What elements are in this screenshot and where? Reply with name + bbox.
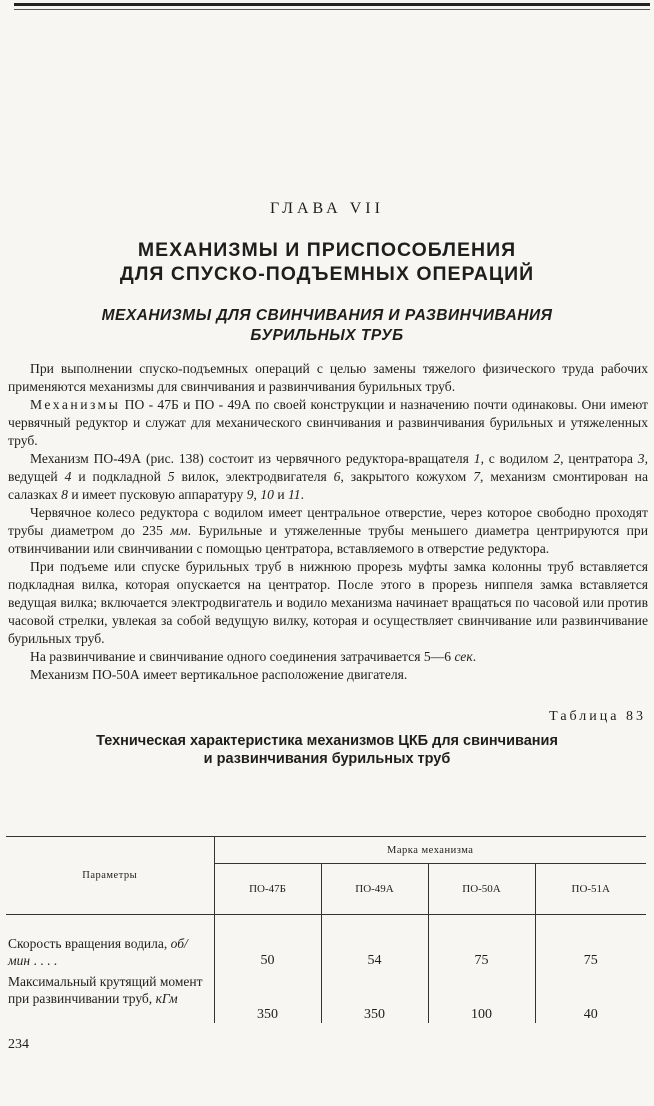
- paragraph-text: , центратора: [560, 451, 638, 466]
- unit: кГм: [155, 991, 178, 1006]
- table-cell: 40: [535, 973, 646, 1023]
- figure-ref: 8: [61, 487, 68, 502]
- table-cell: 350: [214, 973, 321, 1023]
- top-rule-thin: [14, 9, 650, 10]
- group-header: Марка механизма: [214, 837, 646, 864]
- chapter-title-line: ДЛЯ СПУСКО-ПОДЪЕМНЫХ ОПЕРАЦИЙ: [119, 263, 535, 285]
- paragraph-text: , механизм смонтирован на салазках: [8, 469, 648, 502]
- unit: об/мин: [8, 936, 188, 968]
- param-header: Параметры: [6, 837, 214, 915]
- figure-ref: 1: [473, 451, 481, 466]
- paragraph: [8, 504, 648, 558]
- unit: сек: [454, 649, 473, 664]
- param-name: [6, 973, 214, 1023]
- column-header: ПО-50А: [428, 864, 535, 915]
- table-row: [6, 973, 646, 1023]
- figure-ref: 2: [553, 451, 561, 466]
- paragraph: [8, 396, 648, 450]
- param-name-text: Скорость вращения водила,: [8, 936, 171, 951]
- table-row: [6, 915, 646, 974]
- table-title: [0, 732, 654, 768]
- figure-ref: 3: [637, 451, 645, 466]
- figure-ref: 9: [246, 487, 254, 502]
- paragraph-text: Механизм ПО-49А (рис. 138) состоит из червячного редуктора-вращателя: [30, 451, 474, 466]
- table-label: Таблица 83: [549, 709, 646, 724]
- figure-ref: 5: [167, 469, 175, 484]
- paragraph: [8, 450, 648, 504]
- paragraph-text: .: [472, 649, 477, 664]
- paragraph-text: .: [300, 487, 304, 502]
- table-cell: 350: [321, 973, 428, 1023]
- paragraph-text: , с водилом: [480, 451, 554, 466]
- paragraph: При выполнении спуско-подъемных операций с целью замены тяжелого физического труда рабочих применяются механизмы для свинчивания и развинчивания бурильных труб.: [8, 361, 648, 394]
- unit: мм: [170, 523, 188, 538]
- chapter-title: [0, 238, 654, 286]
- paragraph: Механизм ПО-50А имеет вертикальное расположение двигателя.: [30, 667, 408, 682]
- param-name-text: . . . .: [30, 953, 58, 968]
- figure-ref: 4: [64, 469, 72, 484]
- param-name-text: Максимальный крутящий момент при развинчивании труб,: [8, 974, 203, 1006]
- table-cell: 75: [428, 915, 535, 974]
- figure-ref: 7: [473, 469, 480, 484]
- paragraph-text: и: [273, 487, 288, 502]
- table-cell: 54: [321, 915, 428, 974]
- spec-table: [6, 836, 646, 1023]
- figure-ref: 10: [260, 487, 274, 502]
- paragraph-text: и имеет пусковую аппаратуру: [67, 487, 247, 502]
- column-header: ПО-47Б: [214, 864, 321, 915]
- figure-ref: 11: [288, 487, 301, 502]
- paragraph-text: ,: [253, 487, 261, 502]
- table-cell: 75: [535, 915, 646, 974]
- paragraph-text: На развинчивание и свинчивание одного соединения затрачивается 5—6: [30, 649, 455, 664]
- paragraph-text: и подкладной: [71, 469, 168, 484]
- chapter-heading: ГЛАВА VII: [270, 200, 384, 217]
- table-title-line: и развинчивания бурильных труб: [203, 751, 451, 767]
- table-cell: 50: [214, 915, 321, 974]
- top-rule: [14, 3, 650, 6]
- body-text: [8, 360, 648, 684]
- column-header: ПО-49А: [321, 864, 428, 915]
- paragraph: [8, 648, 648, 666]
- paragraph: При подъеме или спуске бурильных труб в нижнюю прорезь муфты замка колонны труб вставляется подкладная вилка, которая опускается на центратор. После этого в прорезь ниппеля замка вставляется ведущая вилка; включается электродвигатель и водило механизма начинает вращаться по часовой или против часовой стрелки, увлекая за собой ведущую вилку, которая и осуществляет свинчивание или развинчивание бурильных труб.: [8, 559, 648, 646]
- paragraph-text: , ведущей: [8, 451, 648, 484]
- paragraph-text: ПО - 47Б и ПО - 49А по своей конструкции и назначению почти одинаковы. Они имеют червячный редуктор и служат для механического свинчивания и развинчивания бурильных и утяжеленных труб.: [8, 397, 648, 448]
- paragraph-text: , закрытого кожухом: [340, 469, 474, 484]
- page-number: 234: [8, 1037, 29, 1052]
- param-name: [6, 915, 214, 974]
- figure-ref: 6: [333, 469, 341, 484]
- section-subtitle: [0, 306, 654, 346]
- paragraph-text: . Бурильные и утяжеленные трубы меньшего диаметра центрируются при отвинчивании или свинчивании с помощью центратора, вставляемого в отверстие редуктора.: [8, 523, 648, 556]
- table-cell: 100: [428, 973, 535, 1023]
- chapter-title-line: МЕХАНИЗМЫ И ПРИСПОСОБЛЕНИЯ: [137, 239, 517, 261]
- section-subtitle-line: БУРИЛЬНЫХ ТРУБ: [250, 327, 404, 344]
- paragraph-text: Червячное колесо редуктора с водилом имеет центральное отверстие, через которое свободно проходят трубы диаметром до 235: [8, 505, 648, 538]
- spaced-term: Механизмы: [30, 397, 121, 412]
- table-title-line: Техническая характеристика механизмов ЦКБ для свинчивания: [96, 733, 558, 749]
- column-header: ПО-51А: [535, 864, 646, 915]
- section-subtitle-line: МЕХАНИЗМЫ ДЛЯ СВИНЧИВАНИЯ И РАЗВИНЧИВАНИЯ: [101, 307, 553, 324]
- paragraph-text: вилок, электродвигателя: [174, 469, 334, 484]
